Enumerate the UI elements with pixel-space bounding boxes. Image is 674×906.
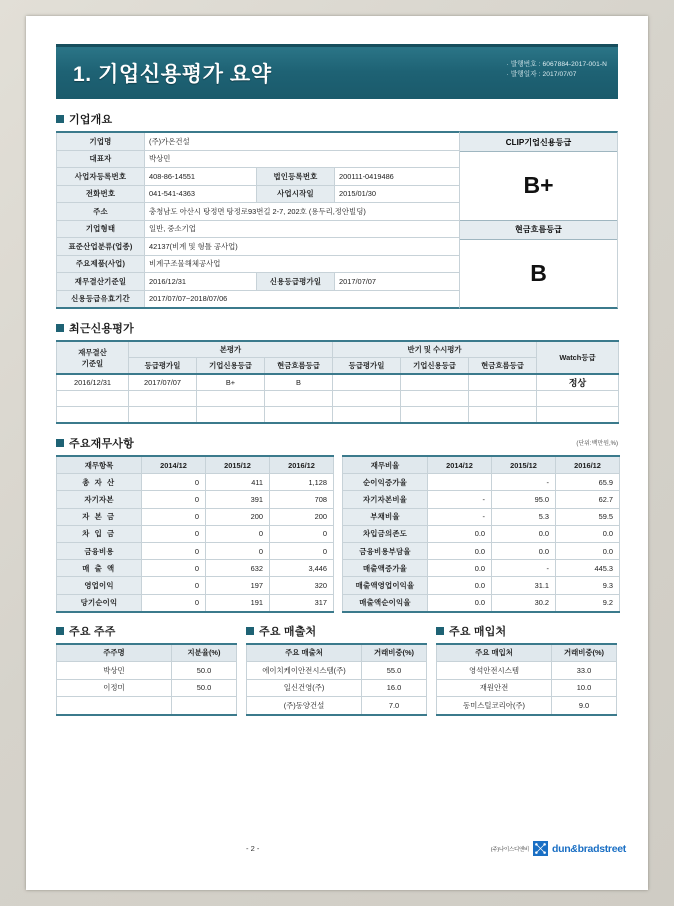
table-row xyxy=(57,407,619,424)
cell-2015: 391 xyxy=(206,491,270,508)
financial-ratios-table xyxy=(342,455,620,613)
col-group-main: 본평가 xyxy=(129,341,333,358)
table-row xyxy=(57,150,460,168)
brand-bradstreet: bradstreet xyxy=(577,842,626,855)
cell-name: 영석안전시스템 xyxy=(437,662,552,680)
cell-2015: - xyxy=(492,560,556,577)
cell-2014: 0 xyxy=(142,560,206,577)
issue-date-value: 2017/07/07 xyxy=(542,71,577,78)
table-row xyxy=(57,662,237,680)
cell-watch xyxy=(537,407,619,424)
cell-2016: 0 xyxy=(270,525,334,542)
cell-2014: 0 xyxy=(142,474,206,491)
table-row xyxy=(57,594,334,612)
page-title: 1. 기업신용평가 요약 xyxy=(73,63,272,86)
col-2014: 2014/12 xyxy=(142,456,206,474)
cell-interim-cash xyxy=(469,391,537,407)
overview-block xyxy=(56,131,618,309)
row-value: 2016/12/31 xyxy=(145,273,257,291)
cell-2014: 0.0 xyxy=(428,560,492,577)
cell-2015: 0 xyxy=(206,542,270,559)
table-row xyxy=(57,577,334,594)
table-row xyxy=(57,679,237,697)
table-row xyxy=(343,525,620,542)
recent-eval-table xyxy=(56,340,619,424)
table-row xyxy=(57,525,334,542)
cell-2016: 65.9 xyxy=(556,474,620,491)
cell-2016: 445.3 xyxy=(556,560,620,577)
table-header-row xyxy=(343,456,620,474)
cell-main-cash: B xyxy=(265,374,333,391)
table-row xyxy=(247,662,427,680)
cell-2014: 0 xyxy=(142,525,206,542)
brand-text xyxy=(552,843,626,855)
issue-date-label: 발행일자 xyxy=(510,71,537,78)
cell-base-date: 2016/12/31 xyxy=(57,374,129,391)
row-label: 신용등급유효기간 xyxy=(57,290,145,308)
cell-main-cash xyxy=(265,391,333,407)
cell-2014: 0.0 xyxy=(428,542,492,559)
row-label: 사업자등록번호 xyxy=(57,168,145,186)
cell-interim-credit xyxy=(401,407,469,424)
col-main-credit: 기업신용등급 xyxy=(197,358,265,375)
row-label: 전화번호 xyxy=(57,185,145,203)
row-value: 일반, 중소기업 xyxy=(145,220,460,238)
table-row xyxy=(57,290,460,308)
cell-2015: 191 xyxy=(206,594,270,612)
cell-interim-date xyxy=(333,407,401,424)
table-header-row xyxy=(57,644,237,662)
cell-2016: 0.0 xyxy=(556,542,620,559)
cell-2016: 62.7 xyxy=(556,491,620,508)
col-name: 주주명 xyxy=(57,644,172,662)
cell-base-date xyxy=(57,407,129,424)
cashflow-grade-label: 현금흐름등급 xyxy=(460,221,617,240)
row-label: 표준산업분류(업종) xyxy=(57,238,145,256)
cell-main-date xyxy=(129,391,197,407)
unit-note: (단위:백만원,%) xyxy=(576,441,618,447)
table-header-row xyxy=(247,644,427,662)
section-title: 주요 매출처 xyxy=(259,625,317,638)
cell-pct: 50.0 xyxy=(172,662,237,680)
row-value: 박상민 xyxy=(145,150,460,168)
cell-name xyxy=(57,697,172,715)
table-row xyxy=(57,474,334,491)
table-row xyxy=(57,168,460,186)
table-row xyxy=(437,679,617,697)
cell-2014: 0 xyxy=(142,542,206,559)
row-value: 충청남도 아산시 탕정면 탕정로93번길 2-7, 202호 (용두리,정안빌딩) xyxy=(145,203,460,221)
square-bullet-icon xyxy=(56,324,64,332)
cell-name: (주)동양건설 xyxy=(247,697,362,715)
col-ratio: 재무비율 xyxy=(343,456,428,474)
table-row xyxy=(247,679,427,697)
overview-table xyxy=(56,131,460,309)
col-interim-credit: 기업신용등급 xyxy=(401,358,469,375)
table-row xyxy=(57,220,460,238)
document-page xyxy=(26,16,648,890)
row-label: 차 입 금 xyxy=(57,525,142,542)
row-value-2: 2017/07/07 xyxy=(335,273,460,291)
cell-pct: 50.0 xyxy=(172,679,237,697)
cell-pct: 55.0 xyxy=(362,662,427,680)
section-title: 최근신용평가 xyxy=(69,323,134,335)
cell-2016: 1,128 xyxy=(270,474,334,491)
brand-ampersand: & xyxy=(570,842,578,855)
cell-2015: 95.0 xyxy=(492,491,556,508)
cell-interim-date xyxy=(333,374,401,391)
cell-2014: - xyxy=(428,508,492,525)
cell-base-date xyxy=(57,391,129,407)
table-row xyxy=(343,594,620,612)
bullet-icon: · xyxy=(506,71,509,78)
square-bullet-icon xyxy=(436,627,444,635)
cell-pct xyxy=(172,697,237,715)
cell-2014: 0 xyxy=(142,491,206,508)
col-2016: 2016/12 xyxy=(556,456,620,474)
section-header-suppliers xyxy=(436,623,617,639)
row-label-2: 신용등급평가일 xyxy=(257,273,335,291)
table-row xyxy=(343,508,620,525)
table-row xyxy=(57,697,237,715)
row-label: 순이익증가율 xyxy=(343,474,428,491)
col-2015: 2015/12 xyxy=(492,456,556,474)
cell-watch: 정상 xyxy=(537,374,619,391)
issue-no-value: 6067884-2017-001-N xyxy=(542,61,607,68)
row-label: 매 출 액 xyxy=(57,560,142,577)
section-title: 주요 주주 xyxy=(69,625,116,638)
cell-2014: 0.0 xyxy=(428,577,492,594)
section-header-shareholders xyxy=(56,623,237,639)
section-header-recent-eval xyxy=(56,320,618,336)
shareholders-table xyxy=(56,643,237,716)
cell-2014: 0 xyxy=(142,577,206,594)
table-row xyxy=(343,560,620,577)
table-row xyxy=(57,238,460,256)
row-label: 자기자본비율 xyxy=(343,491,428,508)
cell-2016: 708 xyxy=(270,491,334,508)
brand-logo xyxy=(491,841,626,856)
cell-pct: 33.0 xyxy=(552,662,617,680)
table-header-row xyxy=(57,456,334,474)
square-bullet-icon xyxy=(56,115,64,123)
col-2016: 2016/12 xyxy=(270,456,334,474)
credit-grade-label: CLIP기업신용등급 xyxy=(460,133,617,152)
cell-2015: 31.1 xyxy=(492,577,556,594)
cell-name: 동미스틸코리아(주) xyxy=(437,697,552,715)
table-row xyxy=(57,542,334,559)
table-row xyxy=(437,662,617,680)
cell-2016: 0.0 xyxy=(556,525,620,542)
section-header-customers xyxy=(246,623,427,639)
square-bullet-icon xyxy=(56,439,64,447)
table-row xyxy=(57,560,334,577)
row-label-2: 법인등록번호 xyxy=(257,168,335,186)
table-row xyxy=(343,474,620,491)
cell-name: 에이치케이안전시스템(주) xyxy=(247,662,362,680)
square-bullet-icon xyxy=(246,627,254,635)
cashflow-grade-value: B xyxy=(530,259,547,286)
suppliers-table xyxy=(436,643,617,716)
col-name: 주요 매입처 xyxy=(437,644,552,662)
cell-2014: 0.0 xyxy=(428,594,492,612)
cell-name: 이정미 xyxy=(57,679,172,697)
row-label: 매출액증가율 xyxy=(343,560,428,577)
table-row xyxy=(57,374,619,391)
row-label: 기업형태 xyxy=(57,220,145,238)
section-title: 주요재무사항 xyxy=(69,438,134,450)
table-row xyxy=(437,697,617,715)
cell-2015: 30.2 xyxy=(492,594,556,612)
cell-2016: 317 xyxy=(270,594,334,612)
bullet-icon: · xyxy=(506,61,509,68)
cell-2015: 5.3 xyxy=(492,508,556,525)
col-interim-date: 등급평가일 xyxy=(333,358,401,375)
page-number: - 2 - xyxy=(246,844,260,853)
row-label: 주요제품(사업) xyxy=(57,255,145,273)
corp-name: (주)나이스디앤비 xyxy=(490,846,529,853)
row-label-2: 사업시작일 xyxy=(257,185,335,203)
cell-2016: 3,446 xyxy=(270,560,334,577)
cell-2015: 0 xyxy=(206,525,270,542)
cell-2016: 0 xyxy=(270,542,334,559)
financial-items-table xyxy=(56,455,334,613)
row-label: 매출액영업이익율 xyxy=(343,577,428,594)
cell-2014: 0 xyxy=(142,594,206,612)
col-pct: 거래비중(%) xyxy=(552,644,617,662)
row-value: 비계구조물해체공사업 xyxy=(145,255,460,273)
grade-panel xyxy=(459,131,618,309)
section-header-financials xyxy=(56,435,618,451)
cell-2014: 0 xyxy=(142,508,206,525)
table-row xyxy=(343,491,620,508)
cell-pct: 7.0 xyxy=(362,697,427,715)
cell-watch xyxy=(537,391,619,407)
table-subheader-row xyxy=(57,358,619,375)
table-header-row xyxy=(57,341,619,358)
table-row xyxy=(57,185,460,203)
row-label: 주소 xyxy=(57,203,145,221)
cell-interim-credit xyxy=(401,391,469,407)
issue-info: · 발행번호 : 6067884-2017-001-N · 발행일자 : 2017/07/07 xyxy=(506,61,607,78)
table-row xyxy=(57,491,334,508)
row-value: (주)가온건설 xyxy=(145,132,460,150)
cell-2015: 632 xyxy=(206,560,270,577)
table-row xyxy=(343,542,620,559)
financials-block xyxy=(56,455,618,613)
cell-2015: 0.0 xyxy=(492,542,556,559)
col-pct: 거래비중(%) xyxy=(362,644,427,662)
cell-2014: 0.0 xyxy=(428,525,492,542)
bottom-tables-block xyxy=(56,623,618,716)
row-value: 2017/07/07~2018/07/06 xyxy=(145,290,460,308)
cell-pct: 16.0 xyxy=(362,679,427,697)
cell-main-cash xyxy=(265,407,333,424)
table-row xyxy=(57,391,619,407)
cell-main-credit xyxy=(197,391,265,407)
row-label: 금융비용부담율 xyxy=(343,542,428,559)
cell-2015: 200 xyxy=(206,508,270,525)
customers-block xyxy=(246,623,427,716)
table-row xyxy=(57,273,460,291)
table-row xyxy=(247,697,427,715)
cell-main-date xyxy=(129,407,197,424)
cell-interim-credit xyxy=(401,374,469,391)
row-label: 자기자본 xyxy=(57,491,142,508)
issue-no-label: 발행번호 xyxy=(510,61,537,68)
section-title: 주요 매입처 xyxy=(449,625,507,638)
cell-2015: - xyxy=(492,474,556,491)
cell-2014 xyxy=(428,474,492,491)
cell-2016: 59.5 xyxy=(556,508,620,525)
cell-2015: 0.0 xyxy=(492,525,556,542)
cell-main-date: 2017/07/07 xyxy=(129,374,197,391)
row-label: 재무결산기준일 xyxy=(57,273,145,291)
row-label: 매출액순이익율 xyxy=(343,594,428,612)
row-label: 부채비율 xyxy=(343,508,428,525)
col-watch: Watch등급 xyxy=(537,341,619,374)
cell-2015: 197 xyxy=(206,577,270,594)
section-header-overview xyxy=(56,111,618,127)
table-row xyxy=(57,508,334,525)
col-interim-cash: 현금흐름등급 xyxy=(469,358,537,375)
report-banner xyxy=(56,44,618,99)
col-main-cash: 현금흐름등급 xyxy=(265,358,333,375)
section-title: 기업개요 xyxy=(69,114,113,126)
page-footer xyxy=(56,841,626,856)
row-label: 총 자 산 xyxy=(57,474,142,491)
brand-dun: dun xyxy=(552,842,571,855)
cell-name: 재원안전 xyxy=(437,679,552,697)
col-name: 주요 매출처 xyxy=(247,644,362,662)
row-value: 041-541-4363 xyxy=(145,185,257,203)
table-row xyxy=(57,255,460,273)
row-label: 대표자 xyxy=(57,150,145,168)
row-value: 42137(비계 및 형틀 공사업) xyxy=(145,238,460,256)
row-label: 당기순이익 xyxy=(57,594,142,612)
row-label: 차입금의존도 xyxy=(343,525,428,542)
cell-2016: 9.3 xyxy=(556,577,620,594)
cell-interim-cash xyxy=(469,407,537,424)
row-value-2: 2015/01/30 xyxy=(335,185,460,203)
row-label: 기업명 xyxy=(57,132,145,150)
cell-2014: - xyxy=(428,491,492,508)
cell-main-credit xyxy=(197,407,265,424)
row-label: 영업이익 xyxy=(57,577,142,594)
cell-interim-date xyxy=(333,391,401,407)
cell-pct: 9.0 xyxy=(552,697,617,715)
col-2014: 2014/12 xyxy=(428,456,492,474)
row-label: 자 본 금 xyxy=(57,508,142,525)
cell-2015: 411 xyxy=(206,474,270,491)
row-value: 408-86-14551 xyxy=(145,168,257,186)
table-row xyxy=(57,132,460,150)
row-value-2: 200111-0419486 xyxy=(335,168,460,186)
cell-name: 일신건영(주) xyxy=(247,679,362,697)
row-label: 금융비용 xyxy=(57,542,142,559)
dnb-mark-icon xyxy=(533,841,548,856)
cell-main-credit: B+ xyxy=(197,374,265,391)
col-main-date: 등급평가일 xyxy=(129,358,197,375)
customers-table xyxy=(246,643,427,716)
suppliers-block xyxy=(436,623,617,716)
cell-pct: 10.0 xyxy=(552,679,617,697)
col-item: 재무항목 xyxy=(57,456,142,474)
cell-name: 박상민 xyxy=(57,662,172,680)
table-row xyxy=(57,203,460,221)
cell-2016: 320 xyxy=(270,577,334,594)
cell-2016: 200 xyxy=(270,508,334,525)
col-base-date: 재무결산 기준일 xyxy=(57,341,129,374)
credit-grade-value: B+ xyxy=(460,152,617,221)
table-header-row xyxy=(437,644,617,662)
table-row xyxy=(343,577,620,594)
cell-2016: 9.2 xyxy=(556,594,620,612)
shareholders-block xyxy=(56,623,237,716)
cell-interim-cash xyxy=(469,374,537,391)
col-group-interim: 반기 및 수시평가 xyxy=(333,341,537,358)
col-pct: 지분율(%) xyxy=(172,644,237,662)
square-bullet-icon xyxy=(56,627,64,635)
col-2015: 2015/12 xyxy=(206,456,270,474)
